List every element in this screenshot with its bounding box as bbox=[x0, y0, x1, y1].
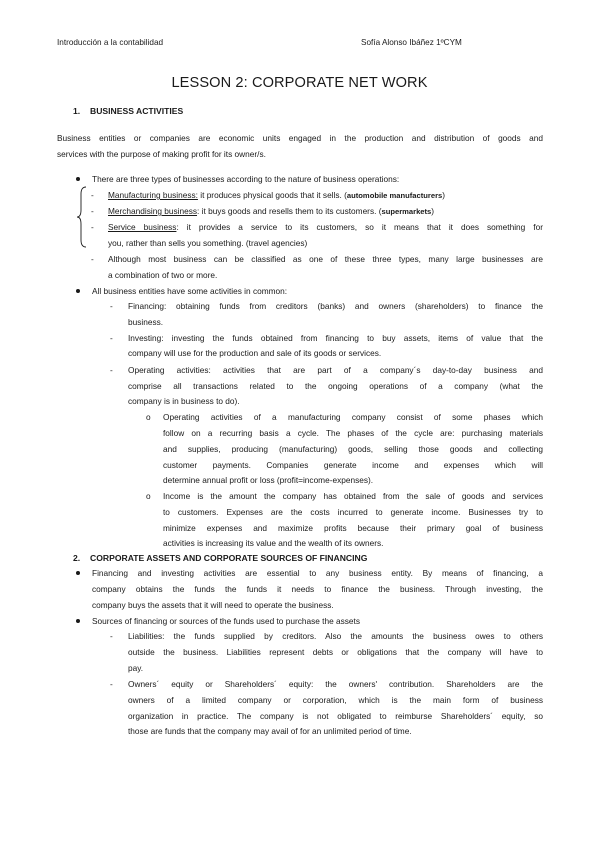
header-author: Sofía Alonso Ibáñez 1ºCYM bbox=[361, 38, 462, 47]
combo-line-1: Although most business can be classified as one of these three types, many large businesses are bbox=[108, 254, 543, 264]
sub1-line-5: determine annual profit or loss (profit=income-expenses). bbox=[163, 475, 374, 485]
s2-bullet1-line-2: company obtains the funds the funds it needs to finance the business. Through investing, the bbox=[92, 584, 543, 594]
section-2-heading: CORPORATE ASSETS AND CORPORATE SOURCES OF FINANCING bbox=[90, 553, 368, 563]
sub1-line-1: Operating activities of a manufacturing company consist of some phases which bbox=[163, 412, 543, 422]
operating-line-2: comprise all transactions related to the ongoing operations of a company (what the bbox=[128, 381, 543, 391]
service-label: Service business bbox=[108, 222, 177, 232]
combo-line-2: a combination of two or more. bbox=[108, 270, 218, 280]
bullet-icon bbox=[76, 177, 80, 181]
dash-marker: - bbox=[91, 222, 94, 232]
curly-brace-icon bbox=[76, 186, 88, 248]
dash-marker: - bbox=[110, 333, 113, 343]
merchandising-label: Merchandising business bbox=[108, 206, 198, 216]
dash-marker: - bbox=[91, 206, 94, 216]
sub2-line-2: to customers. Expenses are the costs incurred to generate income. Businesses try to bbox=[163, 507, 543, 517]
dash-marker: - bbox=[91, 254, 94, 264]
operating-line-3: company is in business to do). bbox=[128, 396, 240, 406]
activities-intro: All business entities have some activities in common: bbox=[92, 286, 288, 296]
dash-marker: - bbox=[110, 301, 113, 311]
dash-marker: - bbox=[110, 679, 113, 689]
bullet-icon bbox=[76, 289, 80, 293]
service-item-line-2: you, rather than sells you something. (travel agencies) bbox=[108, 238, 308, 248]
sub1-line-3: and supplies, producing (manufacturing) goods, selling those goods and collecting bbox=[163, 444, 543, 454]
equity-line-2: owners of a limited company or corporation, which is the main form of business bbox=[128, 695, 543, 705]
section-2-number: 2. bbox=[73, 553, 81, 563]
financing-line-2: business. bbox=[128, 317, 164, 327]
liabilities-line-3: pay. bbox=[128, 663, 144, 673]
circle-marker: o bbox=[146, 412, 151, 422]
manufacturing-example: automobile manufacturers bbox=[346, 191, 443, 200]
dash-marker: - bbox=[110, 631, 113, 641]
equity-line-4: those are funds that the company may avail of for an unlimited period of time. bbox=[128, 726, 412, 736]
merchandising-item: Merchandising business: it buys goods and resells them to its customers. (supermarkets) bbox=[108, 206, 435, 216]
financing-line-1: Financing: obtaining funds from creditors (banks) and owners (shareholders) to finance the bbox=[128, 301, 543, 311]
sub2-line-3: minimize expenses and maximize profits because their primary goal of business bbox=[163, 523, 543, 533]
investing-line-2: company will use for the production and sale of its goods or services. bbox=[128, 348, 382, 358]
types-intro: There are three types of businesses according to the nature of business operations: bbox=[92, 174, 400, 184]
service-text: : it provides a service to its customers, so it means that it does something for bbox=[176, 222, 543, 232]
service-item-line-1 bbox=[108, 222, 543, 233]
circle-marker: o bbox=[146, 491, 151, 501]
bullet-icon bbox=[76, 619, 80, 623]
header-course: Introducción a la contabilidad bbox=[57, 38, 164, 47]
bullet-icon bbox=[76, 571, 80, 575]
manufacturing-text: it produces physical goods that it sells. ( bbox=[197, 190, 347, 200]
sub1-line-4: customer payments. Companies generate income and expenses which will bbox=[163, 460, 543, 470]
sub2-line-1: Income is the amount the company has obtained from the sale of goods and services bbox=[163, 491, 543, 501]
sub2-line-4: activities is increasing its value and the wealth of its owners. bbox=[163, 538, 384, 548]
dash-marker: - bbox=[91, 190, 94, 200]
manufacturing-item: Manufacturing business: it produces physical goods that it sells. (automobile manufacturers) bbox=[108, 190, 446, 200]
equity-line-3: organization in practice. The company is not obligated to reimburse Shareholders´ equity, so bbox=[128, 711, 543, 721]
liabilities-line-2: outside the business. Liabilities represent debts or obligations that the company will have to bbox=[128, 647, 543, 657]
manufacturing-label: Manufacturing business: bbox=[108, 190, 198, 200]
s2-bullet2: Sources of financing or sources of the funds used to purchase the assets bbox=[92, 616, 360, 626]
section-1-number: 1. bbox=[73, 106, 81, 116]
s2-bullet1-line-3: company buys the assets that it will need to operate the business. bbox=[92, 600, 334, 610]
intro-line-2: services with the purpose of making profit for its owner/s. bbox=[57, 149, 266, 159]
investing-line-1: Investing: investing the funds obtained from financing to buy assets, items of value that the bbox=[128, 333, 543, 343]
intro-line-1: Business entities or companies are economic units engaged in the production and distribution of goods and bbox=[57, 133, 543, 143]
section-1-heading: BUSINESS ACTIVITIES bbox=[90, 106, 184, 116]
merchandising-example: supermarkets bbox=[381, 207, 432, 216]
operating-line-1: Operating activities: activities that are part of a company´s day-to-day business and bbox=[128, 365, 543, 375]
merchandising-text: : it buys goods and resells them to its customers. ( bbox=[197, 206, 382, 216]
page-title: LESSON 2: CORPORATE NET WORK bbox=[171, 75, 428, 91]
sub1-line-2: follow on a recurring basis a cycle. The phases of the cycle are: purchasing materials bbox=[163, 428, 543, 438]
dash-marker: - bbox=[110, 365, 113, 375]
liabilities-line-1: Liabilities: the funds supplied by creditors. Also the amounts the business owes to others bbox=[128, 631, 543, 641]
s2-bullet1-line-1: Financing and investing activities are essential to any business entity. By means of financing, a bbox=[92, 568, 543, 578]
equity-line-1: Owners´ equity or Shareholders´ equity: the owners' contribution. Shareholders are the bbox=[128, 679, 543, 689]
